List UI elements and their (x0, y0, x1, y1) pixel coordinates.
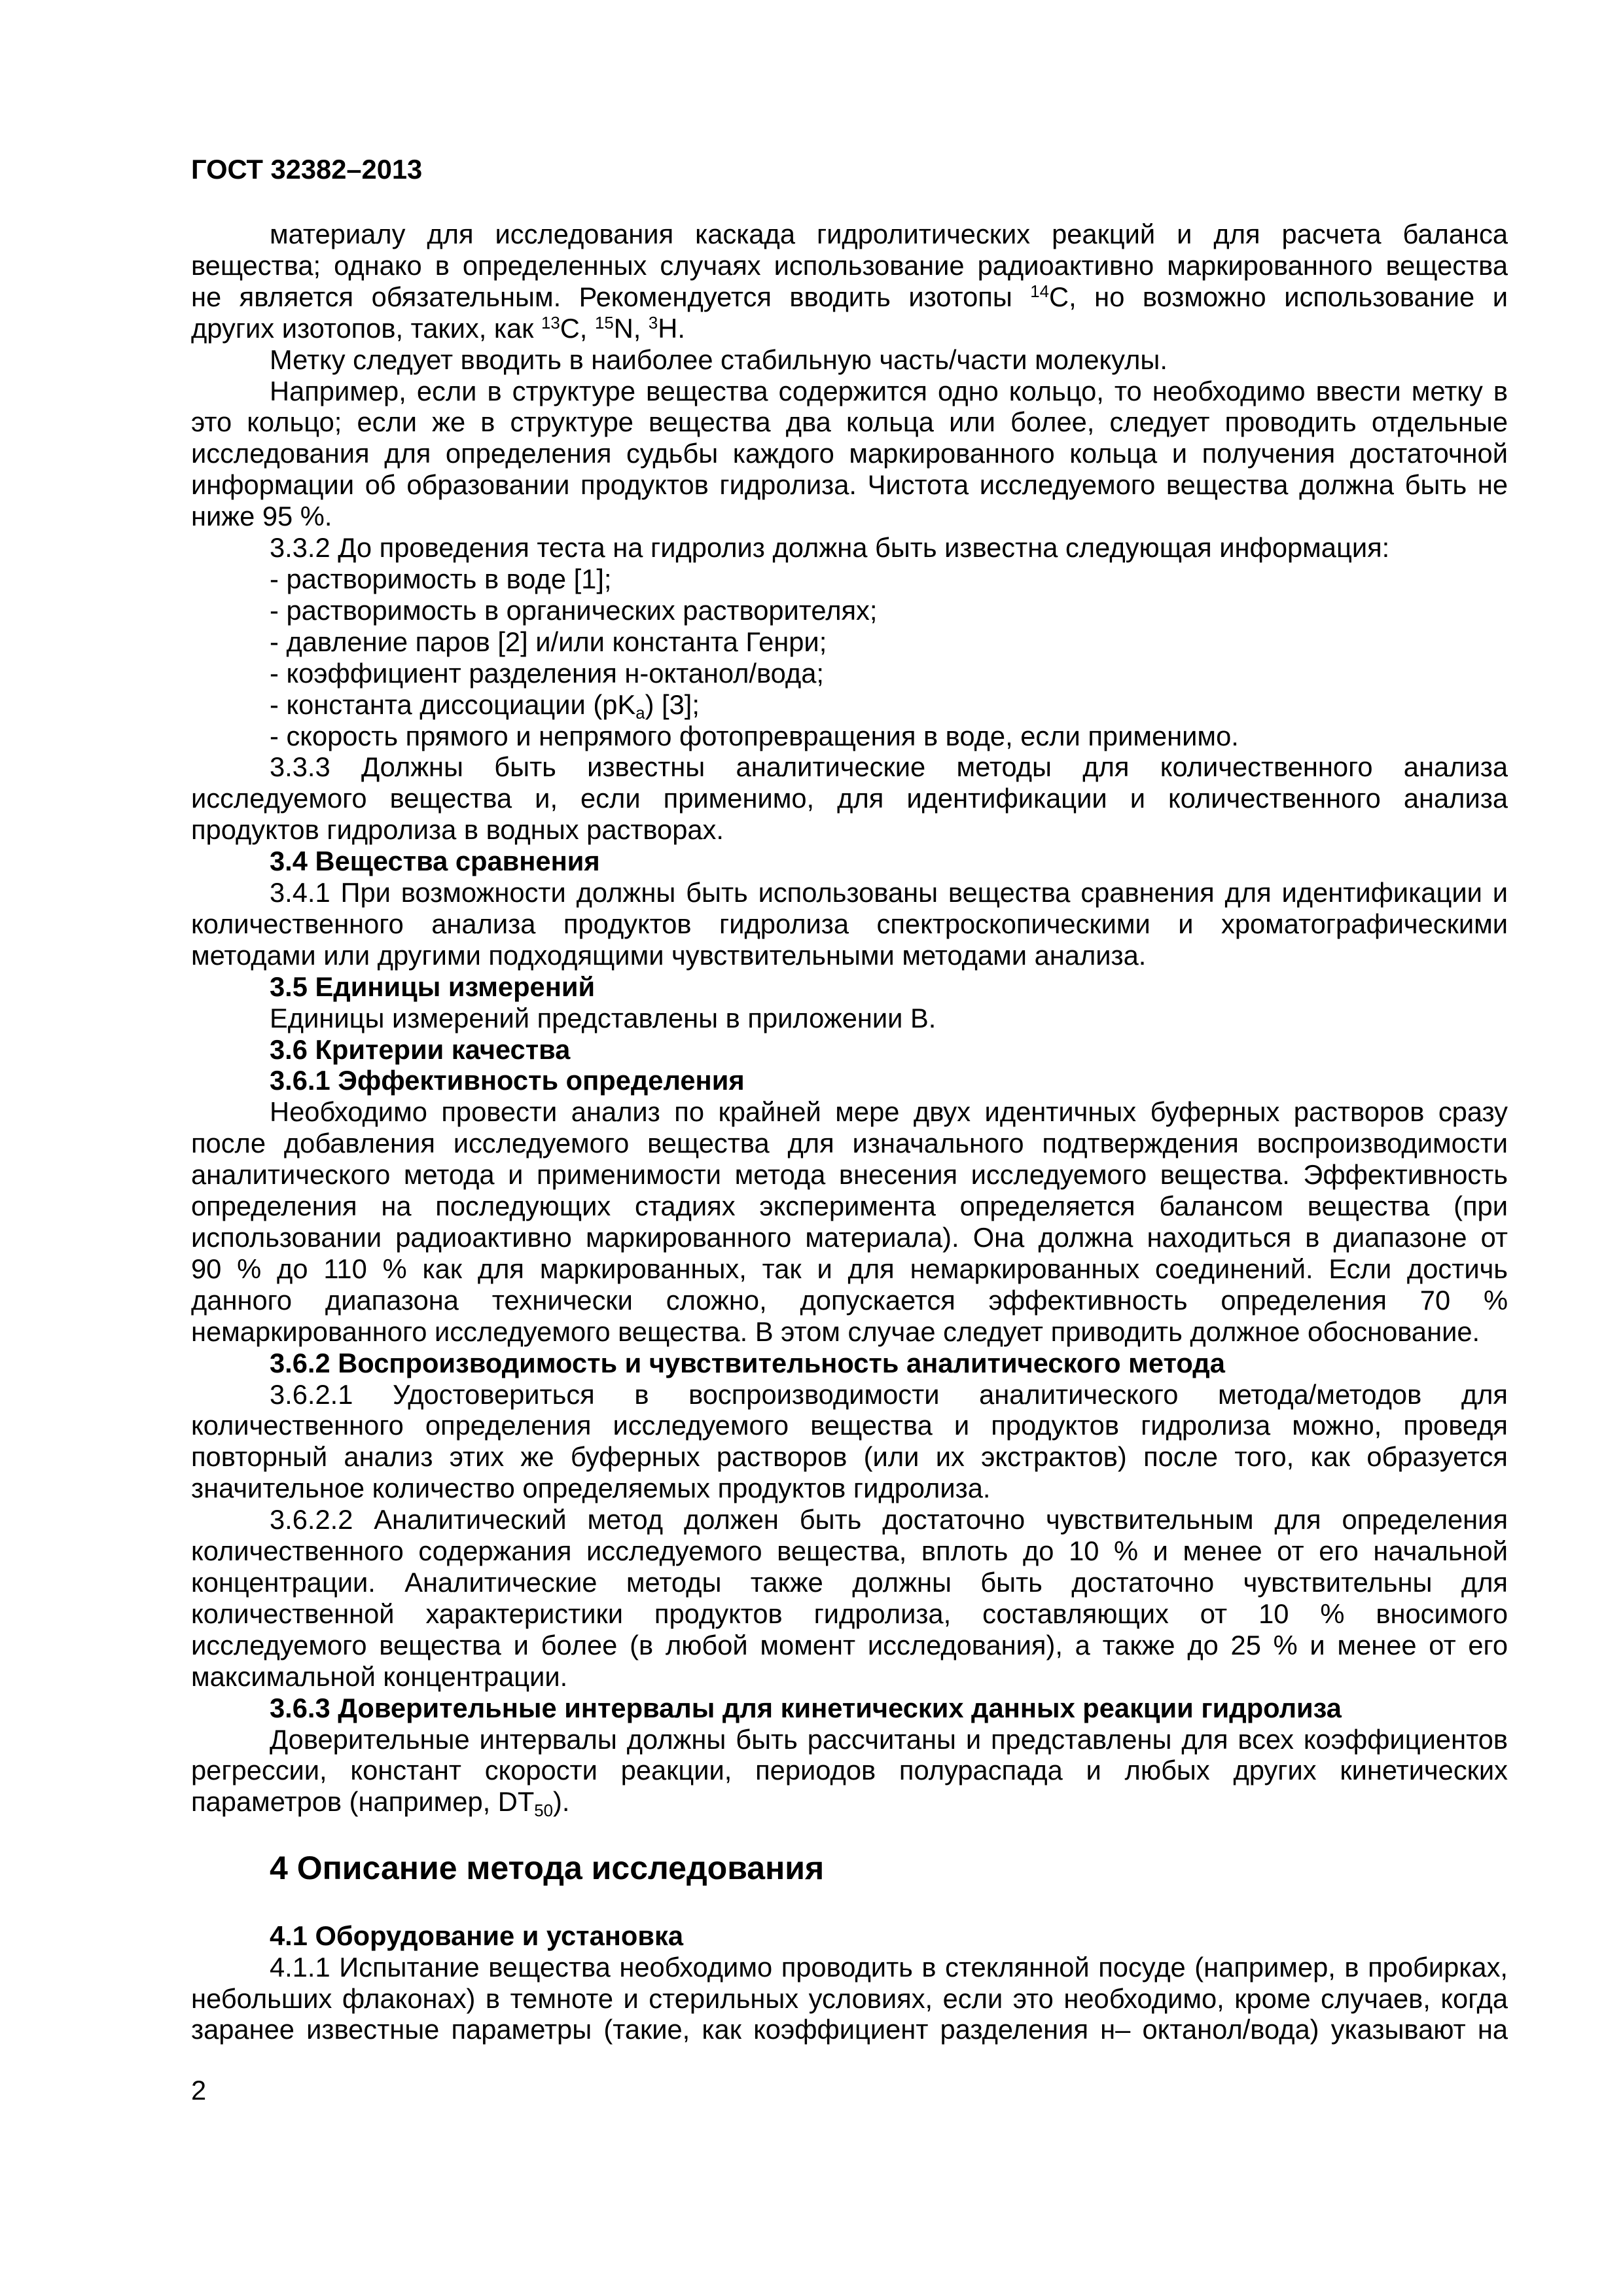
text-run: других изотопов, таких, как (191, 312, 541, 344)
list-item: - коэффициент разделения н-октанол/вода; (270, 657, 824, 689)
paragraph-ring-labeling (191, 376, 1508, 533)
text-line: после добавления исследуемого вещества для изначального подтверждения воспроизводимости (191, 1128, 1508, 1159)
page-number: 2 (191, 2075, 207, 2106)
text-line: значительное количество определяемых продуктов гидролиза. (191, 1473, 991, 1504)
paragraph-label-position (191, 344, 1508, 376)
section-heading: 4 Описание метода исследования (270, 1850, 825, 1887)
text-line: использовании радиоактивно маркированного материала). Она должна находиться в диапазоне от (191, 1222, 1508, 1253)
text-line: концентрации. Аналитические методы также должны быть достаточно чувствительны для (191, 1566, 1508, 1598)
text-line: материалу для исследования каскада гидролитических реакций и для расчета баланса (270, 219, 1508, 249)
text-line: повторный анализ этих же буферных растворов (или их экстрактов) после того, как образуется (191, 1441, 1508, 1473)
text-run: ). (553, 1786, 570, 1818)
clause-3-6-1 (191, 1096, 1508, 1347)
clause-heading: 3.6.2 Воспроизводимость и чувствительность аналитического метода (270, 1347, 1225, 1378)
text-line: информации об образовании продуктов гидролиза. Чистота исследуемого вещества должна быть не (191, 469, 1508, 501)
clause-heading: 3.6 Критерии качества (270, 1033, 571, 1065)
clause-3-3-3 (191, 751, 1508, 846)
text-run: параметров (например, DT (191, 1786, 535, 1818)
text-line: количественного содержания исследуемого вещества, вплоть до 10 % и менее от его начальной (191, 1535, 1508, 1567)
list-item: - скорость прямого и непрямого фотопревращения в воде, если применимо. (270, 720, 1239, 751)
text-line: это кольцо; если же в структуре вещества два кольца или более, следует проводить отдельные (191, 406, 1508, 438)
clause-heading: 3.4 Вещества сравнения (270, 846, 600, 877)
text-line: 3.6.2.2 Аналитический метод должен быть достаточно чувствительным для определения (270, 1504, 1508, 1535)
clause-heading: 4.1 Оборудование и установка (270, 1920, 683, 1951)
text-line: Например, если в структуре вещества содержится одно кольцо, то необходимо ввести метку в (270, 375, 1508, 406)
clause-3-6-3 (191, 1724, 1508, 1818)
text-line: заранее известные параметры (такие, как коэффициент разделения н– октанол/вода) указывают на (191, 2014, 1508, 2045)
text-run: ) [3]; (645, 689, 700, 720)
text-line: количественной характеристики продуктов гидролиза, составляющих от 10 % вносимого (191, 1598, 1508, 1629)
text-line: методами или другими подходящими чувствительными методами анализа. (191, 939, 1147, 971)
text-line: аналитического метода и применимости метода внесения исследуемого вещества. Эффективность (191, 1159, 1508, 1191)
text-run: C, (560, 312, 595, 344)
text-line: немаркированного исследуемого вещества. В этом случае следует приводить должное обоснование. (191, 1316, 1480, 1347)
subscript: a (635, 704, 645, 723)
text-line: исследуемого вещества и, если применимо, для идентификации и количественного анализа (191, 783, 1508, 814)
clause-heading: 3.6.3 Доверительные интервалы для кинетических данных реакции гидролиза (270, 1692, 1342, 1723)
text-line: максимальной концентрации. (191, 1660, 568, 1692)
clause-3-4-1 (191, 877, 1508, 971)
list-item: - растворимость в воде [1]; (270, 563, 612, 594)
text-line: продуктов гидролиза в водных растворах. (191, 814, 724, 846)
text-line: 90 % до 110 % как для маркированных, так и для немаркированных соединений. Если достичь (191, 1253, 1508, 1284)
list-item (191, 689, 1508, 721)
clause-heading: 3.5 Единицы измерений (270, 971, 596, 1002)
text-line: Метку следует вводить в наиболее стабильную часть/части молекулы. (270, 344, 1168, 375)
text-line: количественного определения исследуемого вещества и продуктов гидролиза можно, проведя (191, 1410, 1508, 1441)
text-line: Единицы измерений представлены в приложении В. (270, 1002, 936, 1033)
text-line (191, 313, 1508, 344)
text-line (191, 281, 1508, 313)
text-run: N, (613, 312, 649, 344)
text-line: 3.3.2 До проведения теста на гидролиз должна быть известна следующая информация: (270, 532, 1390, 564)
paragraph-radiolabel (191, 219, 1508, 344)
text-line: исследуемого вещества и более (в любой момент исследования), а также до 25 % и менее от его (191, 1629, 1508, 1660)
clause-3-3-2 (191, 532, 1508, 751)
text-line: определения на последующих стадиях эксперимента определяется балансом вещества (при (191, 1191, 1508, 1222)
text-line: данного диапазона технически сложно, допускается эффективность определения 70 % (191, 1284, 1508, 1316)
superscript: 13 (541, 314, 560, 332)
superscript: 3 (648, 314, 658, 332)
text-line: 3.3.3 Должны быть известны аналитические методы для количественного анализа (270, 751, 1508, 783)
text-line: 4.1.1 Испытание вещества необходимо проводить в стеклянной посуде (например, в пробирках, (270, 1951, 1508, 1982)
running-header-standard-number: ГОСТ 32382–2013 (191, 154, 423, 185)
clause-heading: 3.6.1 Эффективность определения (270, 1065, 745, 1096)
text-line: ниже 95 %. (191, 501, 332, 532)
text-line: Доверительные интервалы должны быть рассчитаны и представлены для всех коэффициентов (270, 1723, 1508, 1755)
text-line: 3.6.2.1 Удостовериться в воспроизводимости аналитического метода/методов для (270, 1378, 1508, 1410)
text-line: исследования для определения судьбы каждого маркированного кольца и получения достаточной (191, 438, 1508, 469)
text-line (191, 1786, 1508, 1818)
text-line: количественного анализа продуктов гидролиза спектроскопическими и хроматографическими (191, 908, 1508, 939)
superscript: 15 (594, 314, 614, 332)
list-item: - давление паров [2] и/или константа Генри; (270, 626, 827, 657)
text-run: C, но возможно использование и (1049, 281, 1508, 312)
superscript: 14 (1030, 282, 1050, 301)
clause-3-6-2-1 (191, 1379, 1508, 1505)
text-line: вещества; однако в определенных случаях использование радиоактивно маркированного вещества (191, 249, 1508, 281)
text-line: Необходимо провести анализ по крайней мере двух идентичных буферных растворов сразу (270, 1096, 1508, 1128)
text-line: регрессии, констант скорости реакции, периодов полураспада и любых других кинетических (191, 1755, 1508, 1786)
subscript: 50 (534, 1801, 554, 1820)
clause-3-6-2-2 (191, 1504, 1508, 1692)
text-line: небольших флаконах) в темноте и стерильных условиях, если это необходимо, кроме случаев, когда (191, 1982, 1508, 2014)
text-run: H. (658, 312, 685, 344)
text-line: 3.4.1 При возможности должны быть использованы вещества сравнения для идентификации и (270, 877, 1508, 908)
text-run: - константа диссоциации (pK (270, 689, 636, 720)
clause-4-1-1 (191, 1952, 1508, 2046)
list-item: - растворимость в органических растворителях; (270, 594, 878, 626)
text-run: не является обязательным. Рекомендуется вводить изотопы (191, 281, 1031, 312)
body-text (191, 219, 1508, 2045)
